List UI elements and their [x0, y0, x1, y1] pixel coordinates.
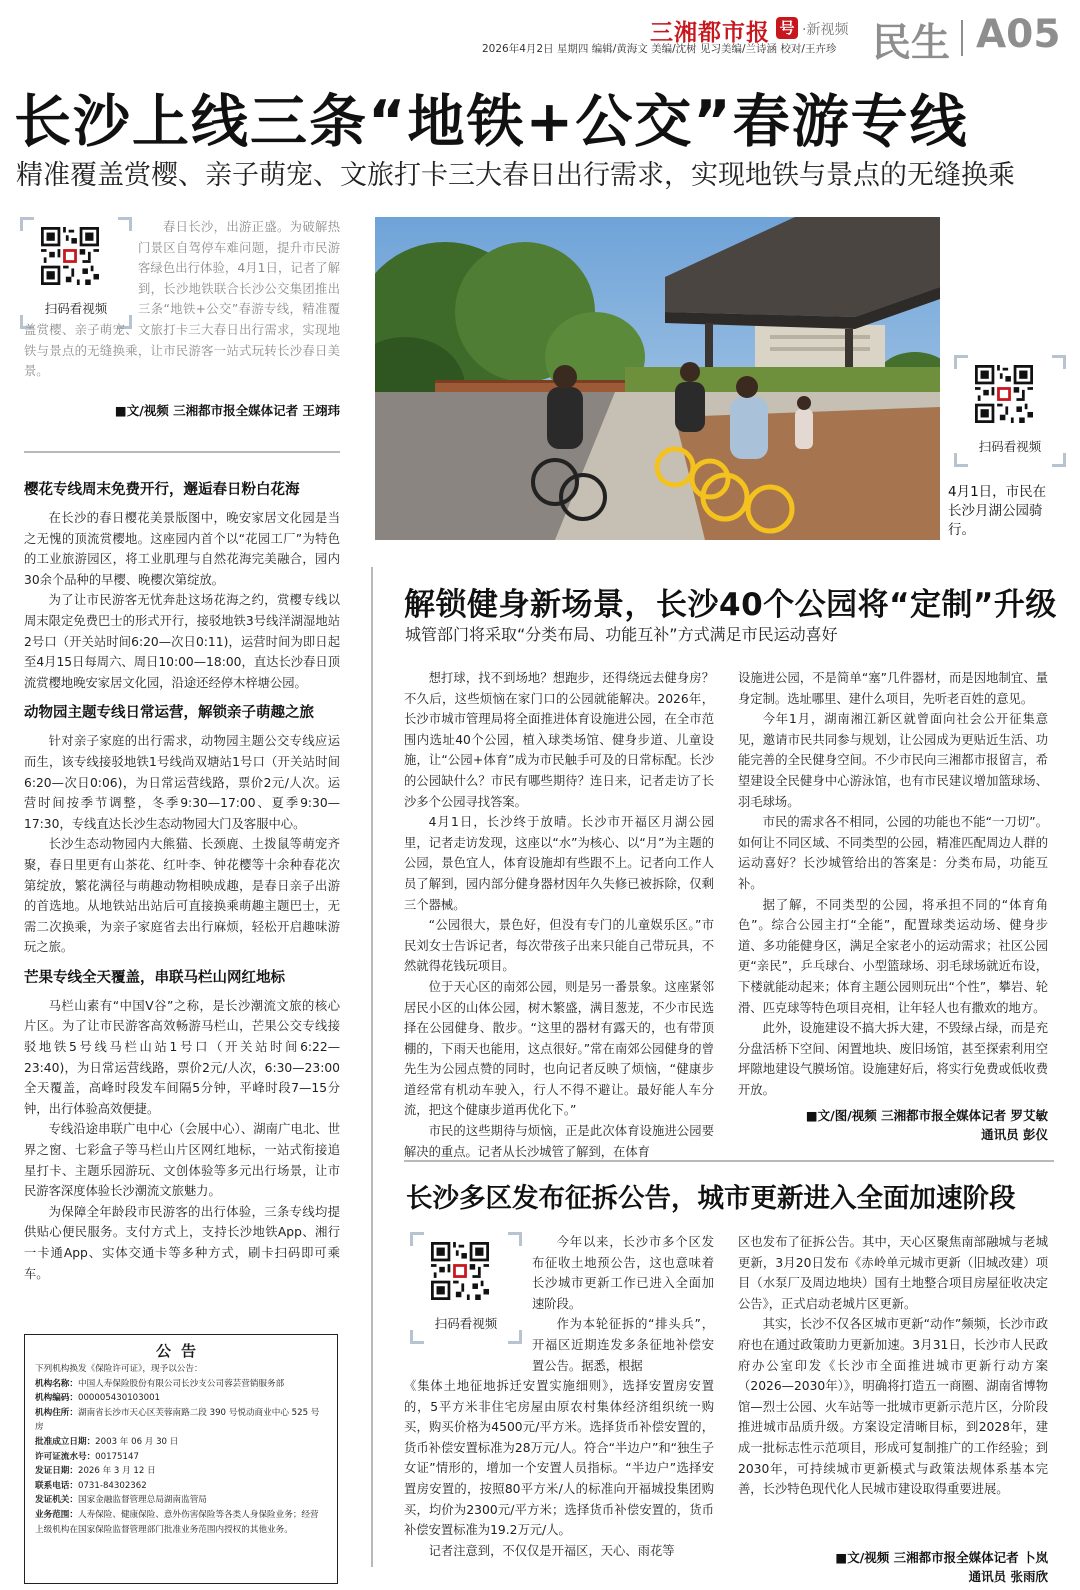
- article3-headline: 长沙多区发布征拆公告，城市更新进入全面加速阶段: [406, 1183, 1016, 1214]
- notice-field: 发证机关：国家金融监督管理总局湖南监管局: [35, 1495, 207, 1506]
- qr-label: 扫码看视频: [978, 439, 1042, 454]
- article3-column-2: 区也发布了征拆公告。其中，天心区聚焦南部融城与老城更新，3月20日发布《赤岭单元城市更新（旧城改建）项目（水泵厂及周边地块）国有土地整合项目房屋征收决定公告》，正式启动老城片区更新。 其实，长沙不仅各区城市更新“动作”频频，长沙市政府也在通过政策助力更新加速。3月31日，长沙市人民政府办公室印发《长沙市全面推进城市更新行动方案（2026—2030年）》，明确将打造五一商圈、湖南省博物馆—烈士公园、火车站等一批城市更新示范片区，分阶段推进城市品质升级。方案设定清晰目标，到2028年，建成一批标志性示范项目，形成可复制推广的工作经验；到2030年，可持续城市更新模式与政策法规体系基本完善，长沙特色现代化人民城市建设取得重要进展。: [738, 1235, 1048, 1497]
- notice-field: 批准成立日期：2003 年 06 月 30 日: [35, 1436, 179, 1447]
- qr-label: 扫码看视频: [434, 1316, 498, 1331]
- qr-video-widget[interactable]: [410, 1232, 522, 1344]
- qr-code-icon[interactable]: [975, 365, 1033, 423]
- notice-field: 机构住所：湖南省长沙市天心区芙蓉南路二段 390 号悦动商业中心 525 号房: [35, 1407, 320, 1433]
- section-name: 民生: [872, 21, 951, 66]
- photo-caption: 4月1日，市民在长沙月湖公园骑行。: [948, 484, 1047, 538]
- notice-field: 业务范围：人寿保险、健康保险、意外伤害保险等各类人身保险业务；经营上级机构在国家保险监督管理部门批准业务范围内授权的其他业务。: [35, 1509, 319, 1535]
- newspaper-brand: 三湘都市报: [650, 20, 770, 46]
- main-headline: 长沙上线三条“地铁+公交”春游专线: [14, 89, 969, 155]
- notice-field: 机构名称：中国人寿保险股份有限公司长沙支公司蓉芸营销服务部: [35, 1378, 285, 1389]
- article1-subhead: 芒果专线全天覆盖，串联马栏山网红地标: [24, 969, 285, 986]
- dateline: 2026年4月2日 星期四 编辑/黄海文 美编/沈树 见习美编/兰诗涵 校对/王卉珍: [482, 43, 837, 55]
- article1-subhead: 动物园主题专线日常运营，解锁亲子萌趣之旅: [24, 705, 314, 722]
- article3-column-1: 《集体土地征地拆迁安置实施细则》，选择安置房安置的，5平方米非住宅房屋由原农村集体经济组织统一购买，购买价格为4500元/平方米。选择货币补偿安置的，货币补偿安置标准为28万元/人。符合“半边户”和“独生子女证”情形的，增加一个安置人员指标。“半边户”选择安置房安置的，按照80平方米/人的标准向开福城投集团购买，均价为2300元/平方米；选择货币补偿安置的，货币补偿安置标准为19.2万元/人。 记者注意到，不仅仅是开福区，天心、雨花等: [404, 1379, 714, 1558]
- qr-video-widget[interactable]: [954, 355, 1066, 467]
- article3-column-1-top: 今年以来，长沙市多个区发布征收土地预公告，这也意味着长沙城市更新工作已进入全面加速阶段。 作为本轮征拆的“排头兵”，开福区近期连发多条征地补偿安置公告。据悉，根据: [532, 1235, 714, 1373]
- qr-label: 扫码看视频: [44, 301, 108, 316]
- notice-field: 机构编码：000005430103001: [35, 1393, 160, 1404]
- article2-byline: ■文/图/视频 三湘都市报全媒体记者 罗艾敏 通讯员 彭仪: [805, 1108, 1048, 1142]
- article2-subheadline: 城管部门将采取“分类布局、功能互补”方式满足市民运动喜好: [405, 625, 838, 644]
- article2-headline: 解锁健身新场景，长沙40个公园将“定制”升级: [404, 587, 1057, 623]
- notice-field: 联系电话：0731-84302362: [35, 1480, 147, 1491]
- article1-byline: ■文/视频 三湘都市报全媒体记者 王翊玮: [114, 403, 340, 418]
- notice-title: 公告: [155, 1342, 206, 1360]
- notice-field: 许可证流水号：00175147: [35, 1451, 139, 1462]
- article2-column-1: 想打球，找不到场地？想跑步，还得绕远去健身房？不久后，这些烦恼在家门口的公园就能解决。2026年，长沙市城市管理局将全面推进体育设施进公园，在全市范围内选址40个公园，植入球类场馆、健身步道、儿童设施，让“公园+体育”成为市民触手可及的日常标配。长沙的公园缺什么？市民有哪些期待？连日来，记者走访了长沙多个公园寻找答案。 4月1日，长沙终于放晴。长沙市开福区月湖公园里，记者走访发现，这座以“水”为核心、以“月”为主题的公园，景色宜人，体育设施却有些跟不上。记者向工作人员了解到，园内部分健身器材因年久失修已被拆除，仅剩三个器械。 “公园很大，景色好，但没有专门的儿童娱乐区。”市民刘女士告诉记者，每次带孩子出来只能自己带玩具，不然就得花钱玩项目。 位于天心区的南郊公园，则是另一番景象。这座紧邻居民小区的山体公园，树木繁盛，满目葱茏，不少市民选择在公园健身、散步。“这里的器材有露天的，也有带顶棚的，下雨天也能用，这点很好。”常在南郊公园健身的曾先生为公园点赞的同时，也向记者反映了烦恼，“健康步道经常有机动车驶入，行人不得不避让。最好能人车分流，把这个健康步道再优化下。” 市民的这些期待与烦恼，正是此次体育设施进公园要解决的重点。记者从长沙城管了解到，在体育: [404, 671, 714, 1159]
- main-subheadline: 精准覆盖赏樱、亲子萌宠、文旅打卡三大春日出行需求，实现地铁与景点的无缝换乘: [16, 160, 1015, 191]
- page-number: A05: [976, 12, 1061, 57]
- article1-lead: 春日长沙，出游正盛。为破解热门景区自驾停车难问题，提升市民游客绿色出行体验，4月1日，记者了解到，长沙地铁联合长沙公交集团推出三条“地铁+公交”春游专线，精准覆盖赏樱、亲子萌宠、文旅打卡三大春日出行需求，实现地铁与景点的无缝换乘，让市民游客一站式玩转长沙春日美景。: [24, 220, 340, 379]
- section-divider: [961, 20, 963, 56]
- article1-body: 樱花专线周末免费开行，邂逅春日粉白花海 在长沙的春日樱花美景版图中，晚安家居文化园是当之无愧的顶流赏樱地。这座园内首个以“花园工厂”为特色的工业旅游园区，将工业肌理与自然花海完美融合，园内30余个品种的早樱、晚樱次第绽放。 为了让市民游客无忧奔赴这场花海之约，赏樱专线以周末限定免费巴士的形式开行，接驳地铁3号线洋湖湿地站2号口（开关站时间6:20—次日0:11)，运营时间为即日起至4月15日每周六、周日10:00—18:00，直达长沙春日顶流赏樱地晚安家居文化园，沿途还经停木梓塘公园。 动物园主题专线日常运营，解锁亲子萌趣之旅 针对亲子家庭的出行需求，动物园主题公交专线应运而生，该专线接驳地铁1号线尚双塘站1号口（开关站时间6:20—次日0:06)，为日常运营线路，票价2元/人次。运营时间按季节调整，冬季9:30—17:00、夏季9:30—17:30，专线直达长沙生态动物园大门及客服中心。 长沙生态动物园内大熊猫、长颈鹿、土拨鼠等萌宠齐聚，春日里更有山茶花、红叶李、钟花樱等十余种春花次第绽放，繁花满径与萌趣动物相映成趣，是春日亲子出游的首选地。从地铁站出站后可直接换乘萌趣主题巴士，无需二次换乘，为亲子家庭省去出行麻烦，轻松开启趣味游玩之旅。 芒果专线全天覆盖，串联马栏山网红地标 马栏山素有“中国V谷”之称，是长沙潮流文旅的核心片区。为了让市民游客高效畅游马栏山，芒果公交专线接驳地铁5号线马栏山站1号口（开关站时间6:22—23:40)，为日常运营线路，票价2元/人次，6:30—23:00全天覆盖，高峰时段发车间隔5分钟，平峰时段7—15分钟，出行体验高效便捷。 专线沿途串联广电中心（会展中心）、湖南广电北、世界之窗、七彩盒子等马栏山片区网红地标，一站式衔接追星打卡、主题乐园游玩、文创体验等多元出行场景，让市民游客深度体验长沙潮流文旅魅力。 为保障全年龄段市民游客的出行体验，三条专线均提供贴心便民服务。支付方式上，支持长沙地铁App、湘行一卡通App、实体交通卡等多种方式，刷卡扫码即可乘车。: [24, 482, 340, 1281]
- notice-field: 发证日期：2026 年 3 月 12 日: [35, 1466, 156, 1477]
- divider: [404, 1160, 1054, 1162]
- news-photo: [375, 217, 940, 540]
- video-brand: ·新视频: [802, 22, 849, 38]
- article2-column-2: 设施进公园，不是简单“塞”几件器材，而是因地制宜、量身定制。选址哪里、建什么项目，先听老百姓的意见。 今年1月，湖南湘江新区就曾面向社会公开征集意见，邀请市民共同参与规划，让公园成为更贴近生活、功能完善的全民健身空间。不少市民向三湘都市报留言，希望建设全民健身中心游泳馆，也有市民建议增加篮球场、羽毛球场。 市民的需求各不相同，公园的功能也不能“一刀切”。如何让不同区域、不同类型的公园，精准匹配周边人群的运动喜好？长沙城管给出的答案是：分类布局，功能互补。 据了解，不同类型的公园，将承担不同的“体育角色”。综合公园主打“全能”，配置球类运动场、健身步道、多功能健身区，满足全家老小的运动需求；社区公园更“亲民”，乒乓球台、小型篮球场、羽毛球场就近布设，下楼就能动起来；体育主题公园则玩出“个性”，攀岩、轮滑、匹克球等特色项目亮相，让年轻人也有撒欢的地方。 此外，设施建设不搞大拆大建，不毁绿占绿，而是充分盘活桥下空间、闲置地块、废旧场馆，甚至探索利用空坪隙地建设气膜场馆。设施建好后，将实行免费或低收费开放。: [738, 671, 1048, 1097]
- park-cycling-photo: [375, 217, 940, 540]
- article3-byline: ■文/视频 三湘都市报全媒体记者 卜岚 通讯员 张雨欣: [835, 1550, 1048, 1584]
- insurance-notice: [24, 1334, 338, 1584]
- divider: [24, 451, 340, 453]
- article1-subhead: 樱花专线周末免费开行，邂逅春日粉白花海: [24, 482, 300, 498]
- column-divider: [371, 567, 373, 1567]
- qr-code-icon[interactable]: [431, 1242, 489, 1300]
- brand-badge-icon: 号: [776, 17, 798, 39]
- notice-intro: 下列机构换发《保险许可证》，现予以公告：: [35, 1364, 203, 1374]
